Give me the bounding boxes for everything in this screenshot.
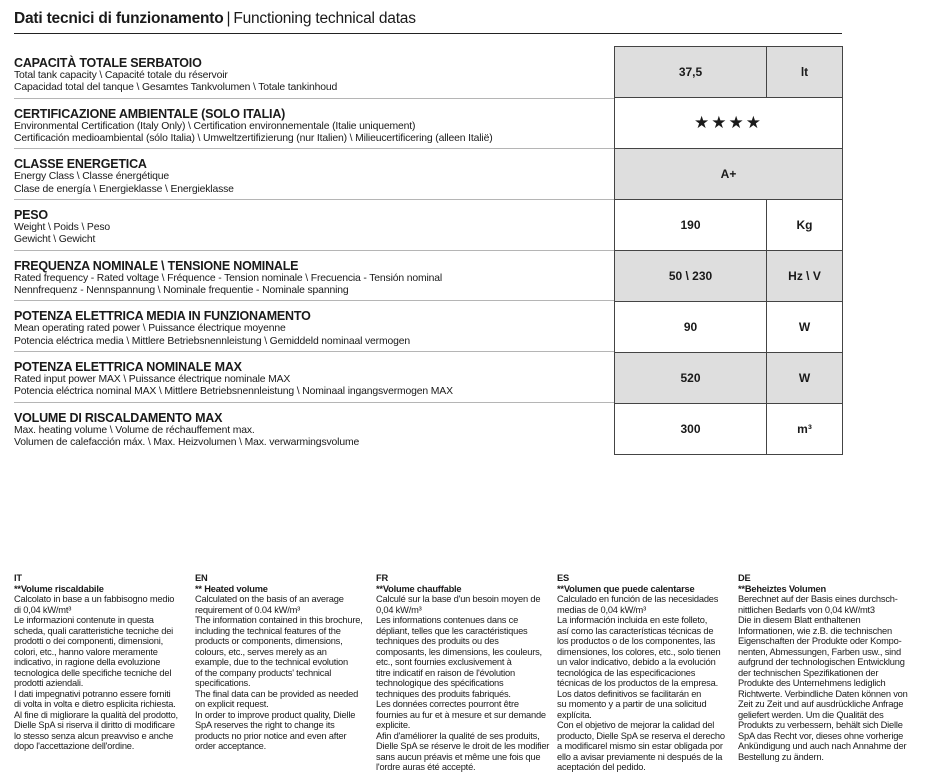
note-heading: **Volumen que puede calentarse [557, 583, 695, 594]
spec-subtitle: Weight \ Poids \ Peso [14, 222, 110, 234]
spec-row-mean-power [14, 301, 614, 352]
value-cell: 190 [615, 200, 767, 250]
spec-title: PESO [14, 208, 48, 223]
spec-title: CAPACITÀ TOTALE SERBATOIO [14, 56, 202, 70]
spec-row-environmental-cert [14, 99, 614, 150]
value-row-environmental-cert [615, 98, 842, 149]
spec-subtitle: Energy Class \ Classe énergétique [14, 171, 170, 183]
unit-cell: W [798, 320, 811, 334]
spec-title: VOLUME DI RISCALDAMENTO MAX [14, 410, 223, 425]
value-cell: 90 [615, 302, 767, 352]
value-row-frequency-voltage [615, 251, 842, 302]
value-row-heating-volume [615, 404, 842, 455]
star-rating: ★★★★ [694, 113, 763, 132]
spec-subtitle: Rated input power MAX \ Puissance électrique nominale MAX [14, 374, 291, 386]
title-italian: Dati tecnici di funzionamento [14, 10, 224, 27]
spec-row-max-power [14, 352, 614, 403]
note-body: Calcolato in base a un fabbisogno medio di 0,04 kW/mt³ Le informazioni contenute in questa scheda, quali caratteristiche tecniche dei prodotti o dei componenti, dimensioni, colori, etc., hanno valore meramente indicativo, in ragione della evoluzione tecnologica delle specifiche tecniche del prodotti aziendali. I dati impegnativi potranno essere forniti di volta in volta e dietro esplicita richiesta. Al fine di migliorare la qualità del prodotto, Dielle SpA si riserva il diritto di modificare lo stesso senza alcun preavviso e anche dopo l'accettazione dell'ordine. [14, 594, 178, 751]
note-french [376, 573, 557, 773]
note-body: Calculated on the basis of an average requirement of 0.04 kW/m³ The information contained in this brochure, including the technical features of the products or components, dimensions, colours, etc., serves merely as an example, due to the technical evolution of the company products' technical specifications. The final data can be provided as needed on explicit request. In order to improve product quality, Dielle SpA reserves the right to change its products no prior notice and even after order acceptance. [195, 594, 363, 751]
note-german [738, 573, 919, 773]
spec-title: CLASSE ENERGETICA [14, 157, 147, 172]
note-spanish [557, 573, 738, 773]
value-row-tank-capacity [615, 47, 842, 98]
note-italian [14, 573, 195, 773]
unit-cell: lt [800, 65, 809, 79]
value-row-mean-power [615, 302, 842, 353]
unit-cell: Hz \ V [788, 269, 821, 283]
note-language: DE [738, 573, 751, 583]
unit-cell: m³ [797, 422, 812, 436]
energy-class-value: A+ [720, 167, 737, 181]
value-row-max-power [615, 353, 842, 404]
value-cell: 37,5 [615, 47, 767, 97]
note-language: ES [557, 573, 570, 583]
spec-title: FREQUENZA NOMINALE \ TENSIONE NOMINALE [14, 258, 299, 273]
note-english [195, 573, 376, 773]
note-heading: **Beheiztes Volumen [738, 583, 826, 594]
footnotes [14, 573, 919, 773]
spec-subtitle: Nennfrequenz - Nennspannung \ Nominale frequentie - Nominale spanning [14, 285, 349, 297]
header-divider [14, 33, 842, 34]
spec-subtitle: Mean operating rated power \ Puissance électrique moyenne [14, 323, 286, 335]
spec-subtitle: Total tank capacity \ Capacité totale du réservoir [14, 70, 228, 81]
unit-cell: Kg [796, 218, 813, 232]
value-row-energy-class [615, 149, 842, 200]
note-body: Calculé sur la base d'un besoin moyen de 0,04 kW/m³ Les informations contenues dans ce dépliant, telles que les caractéristiques techniques des produits ou des composants, les dimensions, les couleurs, etc., sont fournies exclusivement à titre indicatif en raison de l'évolution technologique des spécifications techniques des produits fabriqués. Les données correctes pourront être fournies au fur et à mesure et sur demande explicite. Afin d'améliorer la qualité de ses produits, Dielle SpA se réserve le droit de les modifier sans aucun préavis et même une fois que l'ordre auras été accepté. [376, 594, 550, 772]
title-separator: | [226, 10, 231, 27]
spec-subtitle: Capacidad total del tanque \ Gesamtes Tankvolumen \ Totale tankinhoud [14, 82, 338, 94]
spec-subtitle: Max. heating volume \ Volume de réchauffement max. [14, 424, 255, 436]
spec-subtitle: Environmental Certification (Italy Only) \ Certification environnementale (Italie uniquement) [14, 120, 416, 132]
spec-row-frequency-voltage [14, 251, 614, 302]
spec-subtitle: Potencia eléctrica nominal MAX \ Mittlere Betriebsnennleistung \ Nominaal ingangsvermogen MAX [14, 386, 453, 398]
value-cell: 50 \ 230 [615, 251, 767, 301]
value-cell: 300 [615, 404, 767, 454]
note-heading: **Volume riscaldabile [14, 583, 104, 594]
spec-title: CERTIFICAZIONE AMBIENTALE (SOLO ITALIA) [14, 106, 286, 121]
note-language: FR [376, 573, 388, 583]
spec-row-energy-class [14, 149, 614, 200]
spec-subtitle: Volumen de calefacción máx. \ Max. Heizvolumen \ Max. verwarmingsvolume [14, 437, 360, 449]
spec-list [14, 48, 614, 454]
spec-subtitle: Rated frequency - Rated voltage \ Fréquence - Tension nominale \ Frecuencia - Tensión nominal [14, 272, 443, 284]
spec-subtitle: Clase de energía \ Energieklasse \ Energieklasse [14, 183, 234, 195]
spec-subtitle: Potencia eléctrica media \ Mittlere Betriebsnennleistung \ Gemiddeld nominaal vermogen [14, 335, 411, 347]
spec-row-weight [14, 200, 614, 251]
unit-cell: W [798, 371, 811, 385]
page-title [14, 10, 416, 28]
spec-row-tank-capacity [14, 48, 614, 99]
spec-row-heating-volume [14, 403, 614, 454]
note-language: IT [14, 573, 22, 583]
spec-title: POTENZA ELETTRICA NOMINALE MAX [14, 360, 242, 375]
spec-subtitle: Certificación medioambiental (sólo Italia) \ Umweltzertifizierung (nur Italien) \ Milieucertificering (alleen Italië) [14, 132, 493, 144]
spec-subtitle: Gewicht \ Gewicht [14, 234, 96, 246]
note-body: Calculado en función de las necesidades medias de 0,04 kW/m³ La información incluida en este folleto, así como las características técnicas de los productos o de los componentes, las dimensiones, los colores, etc., solo tienen un valor indicativo, debido a la evolución tecnológica de las especificaciones técnicas de los productos de la empresa. Los datos definitivos se facilitarán en su momento y a partir de una solicitud explícita. Con el objetivo de mejorar la calidad del producto, Dielle SpA se reserva el derecho a modificarel mismo sin estar obligada por ello a avisar previamente ni después de la aceptación del pedido. [557, 594, 725, 772]
spec-title: POTENZA ELETTRICA MEDIA IN FUNZIONAMENTO [14, 309, 311, 324]
value-cell: 520 [615, 353, 767, 403]
note-heading: ** Heated volume [195, 583, 268, 594]
note-language: EN [195, 573, 208, 583]
note-heading: **Volume chauffable [376, 583, 462, 594]
note-body: Berechnet auf der Basis eines durchsch- nittlichen Bedarfs von 0,04 kW/mt3 Die in diesem Blatt enthaltenen Informationen, wie z.B. die technischen Eigenschaften der Produkte oder Kompo- nenten, Abmessungen, Farben usw., sind aufgrund der technologischen Entwicklung der technischen Spezifikationen der Produkte des Unternehmens lediglich Richtwerte. Verbindliche Daten können von Zeit zu Zeit und auf ausdrückliche Anfrage geliefert werden. Um die Qualität des Produkts zu verbessern, behält sich Dielle SpA das Recht vor, dieses ohne vorherige Ankündigung und auch nach Annahme der Bestellung zu ändern. [738, 594, 908, 762]
values-table [614, 46, 843, 455]
value-row-weight [615, 200, 842, 251]
title-english: Functioning technical datas [233, 10, 416, 27]
